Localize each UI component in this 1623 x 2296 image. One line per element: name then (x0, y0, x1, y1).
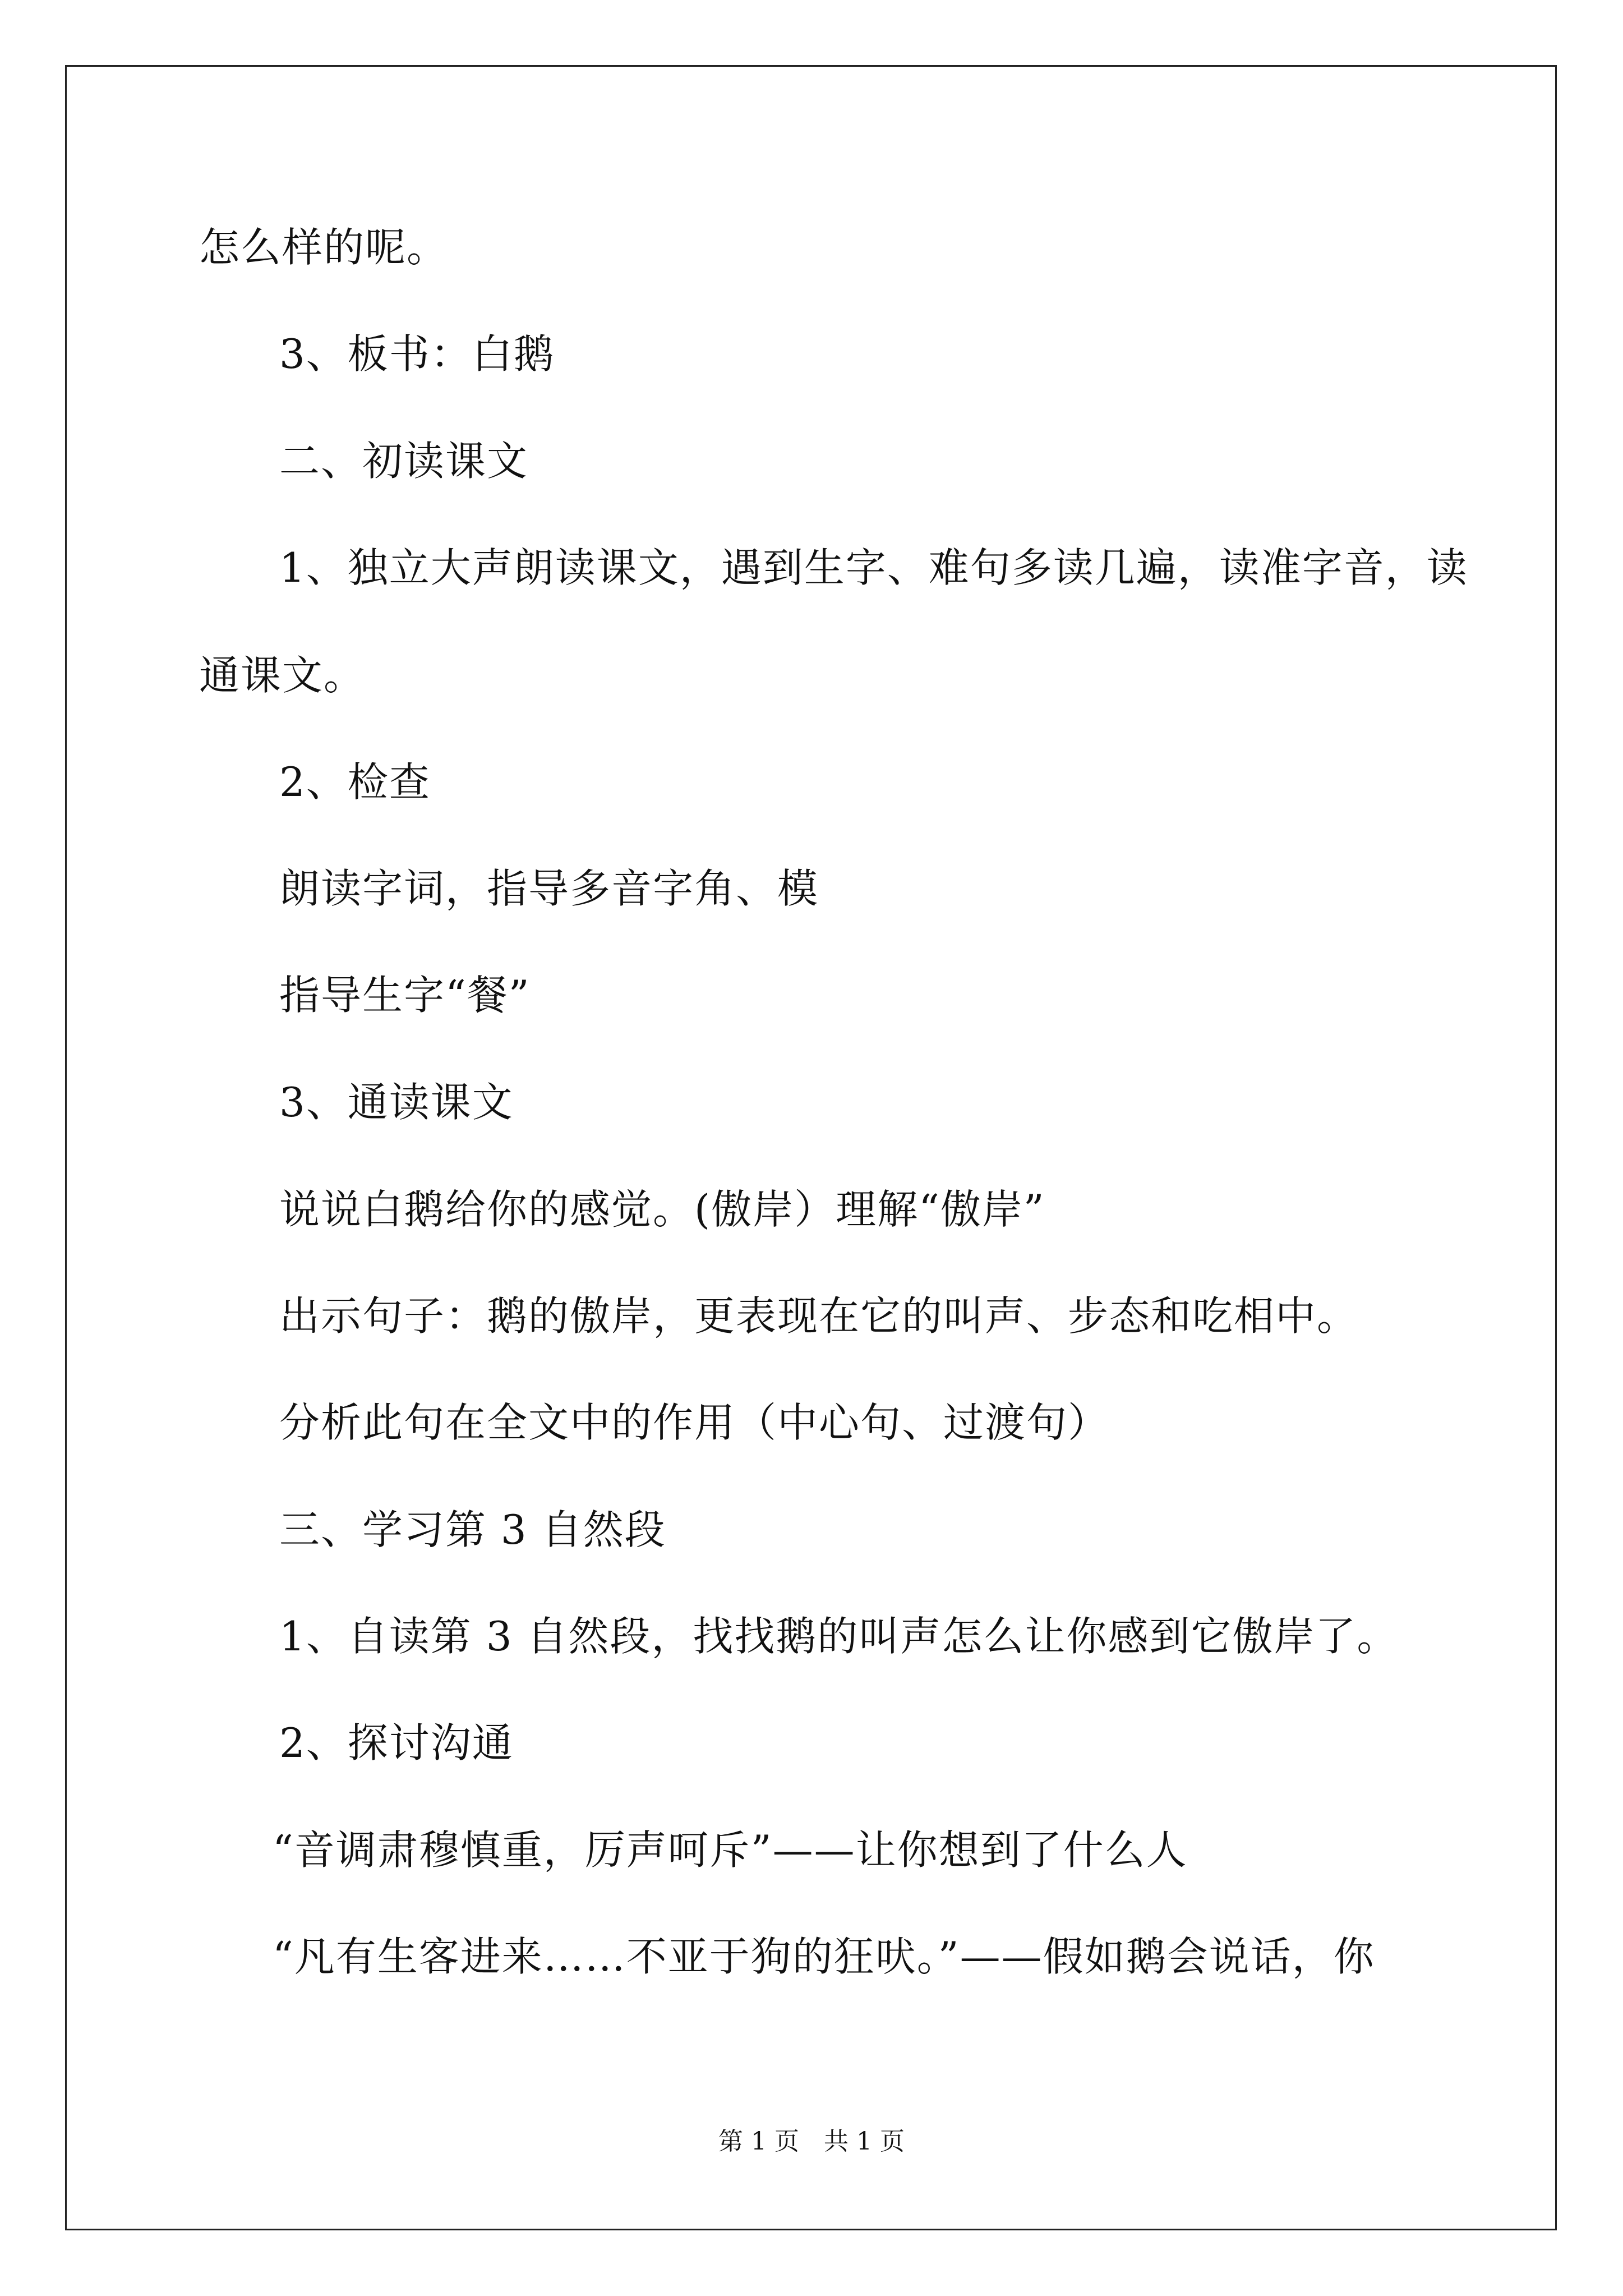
text-line-7: 朗读字词，指导多音字角、模 (279, 865, 819, 912)
page-border (65, 65, 1557, 2230)
text-line-2: 3、板书：白鹅 (279, 330, 555, 378)
text-line-16: “音调肃穆慎重，厉声呵斥”——让你想到了什么人 (273, 1826, 1188, 1874)
text-line-4: 1、独立大声朗读课文，遇到生字、难句多读几遍，读准字音，读 (279, 544, 1468, 591)
text-line-17: “凡有生客进来……不亚于狗的狂吠。”——假如鹅会说话，你 (273, 1933, 1375, 1980)
text-line-10: 说说白鹅给你的感觉。(傲岸）理解“傲岸” (279, 1186, 1045, 1233)
text-line-1: 怎么样的呢。 (199, 224, 449, 271)
text-line-8: 指导生字“餐” (279, 972, 531, 1019)
text-line-9: 3、通读课文 (279, 1079, 514, 1126)
text-line-5: 通课文。 (199, 652, 366, 699)
text-line-11: 出示句子：鹅的傲岸，更表现在它的叫声、步态和吃相中。 (279, 1292, 1359, 1340)
text-line-3: 二、初读课文 (279, 438, 529, 485)
text-line-15: 2、探讨沟通 (279, 1719, 514, 1766)
text-line-12: 分析此句在全文中的作用（中心句、过渡句） (279, 1399, 1110, 1446)
page-footer: 第 1 页 共 1 页 (718, 2127, 905, 2156)
text-line-6: 2、检查 (279, 758, 431, 806)
text-line-13: 三、学习第 3 自然段 (279, 1506, 666, 1553)
text-line-14: 1、自读第 3 自然段，找找鹅的叫声怎么让你感到它傲岸了。 (279, 1613, 1399, 1660)
